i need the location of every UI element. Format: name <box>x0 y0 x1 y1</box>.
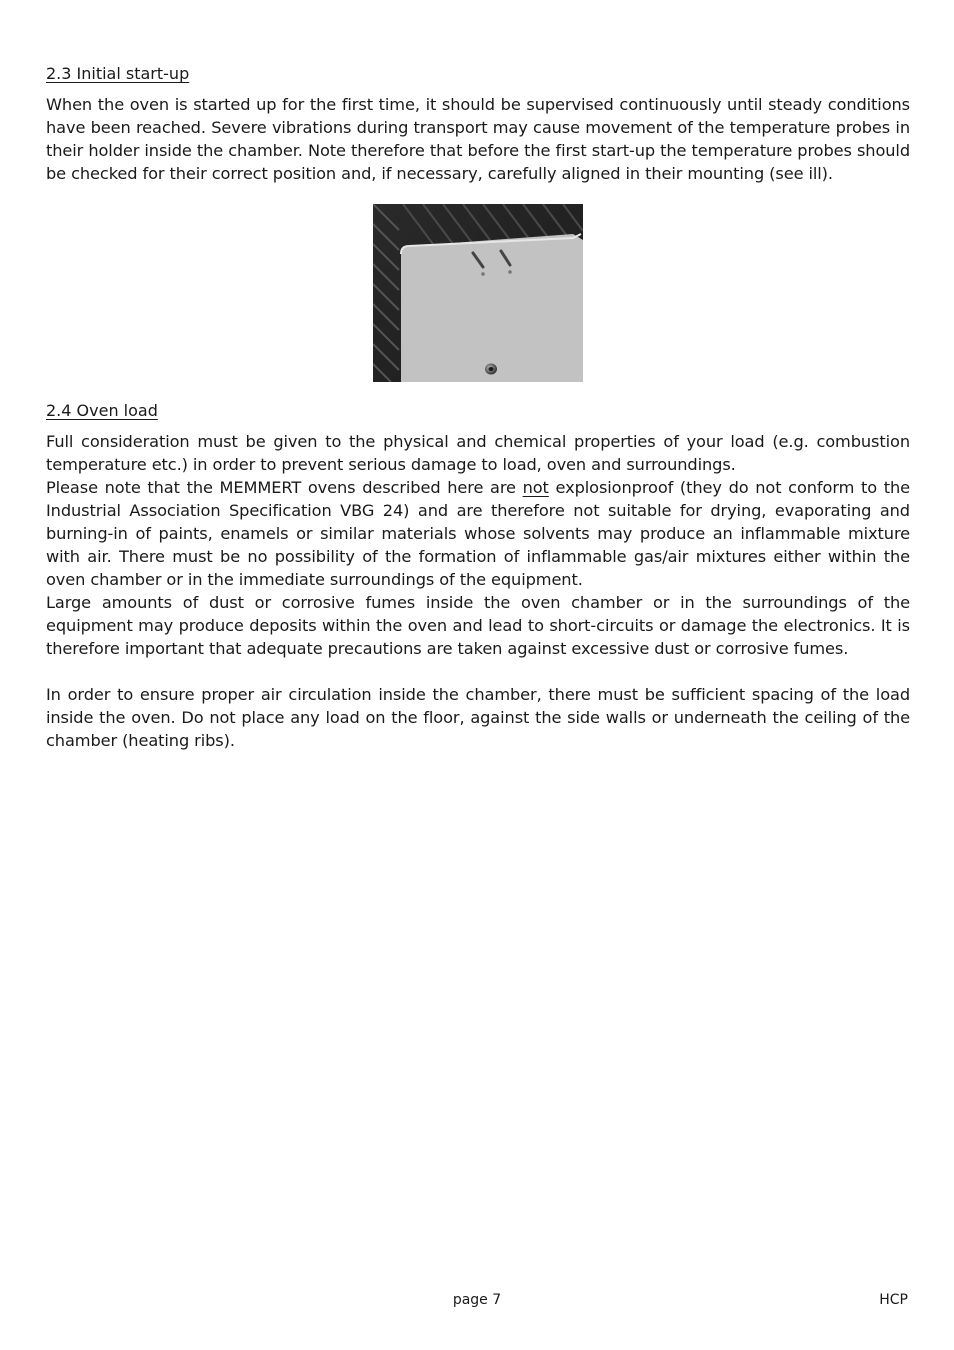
section-2-4-paragraph-1: Full consideration must be given to the physical and chemical properties of your load (e.g. combustion temperature etc.) in order to prevent serious damage to load, oven and surroundings. <box>46 432 910 474</box>
paragraph-spacer <box>46 660 910 683</box>
paragraph-2-lead: Please note that the MEMMERT ovens described here are <box>46 478 523 497</box>
section-2-3-heading: 2.3 Initial start-up <box>46 64 190 83</box>
section-2-4-paragraph-2 <box>46 476 910 591</box>
oven-chamber-probes-illustration <box>373 204 583 382</box>
footer-document-code: HCP <box>879 1292 908 1308</box>
not-emphasis: not <box>522 478 549 497</box>
section-2-4-paragraph-4: In order to ensure proper air circulation inside the chamber, there must be sufficient spacing of the load inside the oven. Do not place any load on the floor, against the side walls or underneath the ceiling of the chamber (heating ribs). <box>46 685 910 750</box>
paragraph-2-rest: explosionproof (they do not conform to the Industrial Association Specification VBG 24) and are therefore not suitable for drying, evaporating and burning-in of paints, enamels or similar materials whose solvents may produce an inflammable mixture with air. There must be no possibility of the formation of inflammable gas/air mixtures either within the oven chamber or in the immediate surroundings of the equipment. <box>46 478 910 589</box>
section-2-3-paragraph: When the oven is started up for the first time, it should be supervised continuously until steady conditions have been reached. Severe vibrations during transport may cause movement of the temperature probes in their holder inside the chamber. Note therefore that before the first start-up the temperature probes should be checked for their correct position and, if necessary, carefully aligned in their mounting (see ill). <box>46 95 910 183</box>
page-content <box>46 62 910 752</box>
section-2-4-paragraph-3: Large amounts of dust or corrosive fumes inside the oven chamber or in the surroundings of the equipment may produce deposits within the oven and lead to short-circuits or damage the electronics. It is therefore important that adequate precautions are taken against excessive dust or corrosive fumes. <box>46 593 910 658</box>
section-2-4-heading: 2.4 Oven load <box>46 401 158 420</box>
footer-page-number: page 7 <box>452 1292 502 1308</box>
